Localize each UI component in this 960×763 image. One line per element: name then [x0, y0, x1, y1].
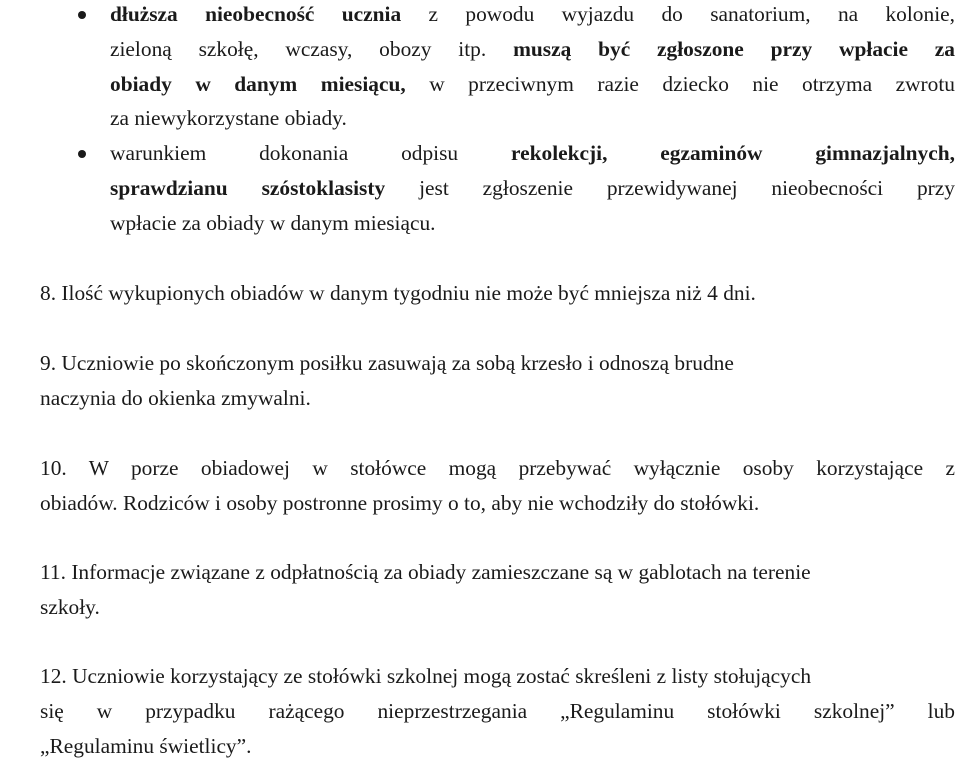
list-item-8 [40, 276, 955, 311]
text: Uczniowie po skończonym posiłku zasuwają za sobą krzesło i odnoszą brudne [61, 351, 734, 375]
bold-text: muszą być zgłoszone przy wpłacie za [513, 36, 955, 61]
text: w przeciwnym razie dziecko nie otrzyma zwrotu [405, 71, 955, 96]
list-item-11 [40, 555, 955, 625]
bold-text: dłuższa nieobecność ucznia [110, 2, 402, 26]
item-number: 12. [40, 664, 67, 688]
text-line [40, 659, 955, 694]
bold-text: sprawdzianu szóstoklasisty [110, 175, 386, 200]
text-line [40, 346, 955, 381]
text: za niewykorzystane obiady. [110, 106, 347, 131]
text: naczynia do okienka zmywalni. [40, 385, 311, 410]
text-line [110, 206, 955, 241]
text: jest zgłoszenie przewidywanej nieobecności przy [385, 175, 955, 200]
bullet-item-retreat-exams [110, 136, 955, 240]
list-item-10 [40, 451, 955, 521]
text: Informacje związane z odpłatnością za obiady zamieszczane są w gablotach na terenie [71, 560, 811, 584]
text: W porze obiadowej w stołówce mogą przebywać wyłącznie osoby korzystające z [88, 456, 955, 480]
text: Ilość wykupionych obiadów w danym tygodniu nie może być mniejsza niż 4 dni. [61, 281, 756, 305]
bold-text: rekolekcji, egzaminów gimnazjalnych, [511, 141, 955, 165]
list-item-12 [40, 659, 955, 763]
text-line [40, 590, 955, 625]
item-number: 10. [40, 456, 67, 480]
item-number: 11. [40, 560, 66, 584]
text: szkoły. [40, 594, 100, 619]
bullet-dot [78, 11, 86, 19]
text: z powodu wyjazdu do sanatorium, na kolonie, [401, 2, 955, 26]
text-line [40, 381, 955, 416]
text-line [40, 694, 955, 729]
bullet-dot [78, 150, 86, 158]
text-line [110, 0, 955, 32]
text-line [110, 136, 955, 171]
item-number: 8. [40, 281, 57, 305]
text-line [40, 555, 955, 590]
text-line [110, 101, 955, 136]
text-line [110, 171, 955, 206]
text: się w przypadku rażącego nieprzestrzegania „Regulaminu stołówki szkolnej” lub [40, 698, 955, 723]
text-line [110, 32, 955, 67]
text: obiadów. Rodziców i osoby postronne prosimy o to, aby nie wchodziły do stołówki. [40, 490, 760, 515]
text: wpłacie za obiady w danym miesiącu. [110, 210, 436, 235]
bullet-item-long-absence [110, 0, 955, 136]
text-line [40, 729, 955, 763]
text: „Regulaminu świetlicy”. [40, 733, 252, 758]
text: Uczniowie korzystający ze stołówki szkolnej mogą zostać skreśleni z listy stołujących [72, 664, 812, 688]
text-line [40, 276, 955, 311]
item-number: 9. [40, 351, 57, 375]
text: warunkiem dokonania odpisu [110, 141, 511, 165]
text-line [110, 67, 955, 102]
list-item-9 [40, 346, 955, 416]
text-line [40, 451, 955, 486]
text-line [40, 486, 955, 521]
bold-text: obiady w danym miesiącu, [110, 71, 406, 96]
text: zieloną szkołę, wczasy, obozy itp. [110, 36, 514, 61]
